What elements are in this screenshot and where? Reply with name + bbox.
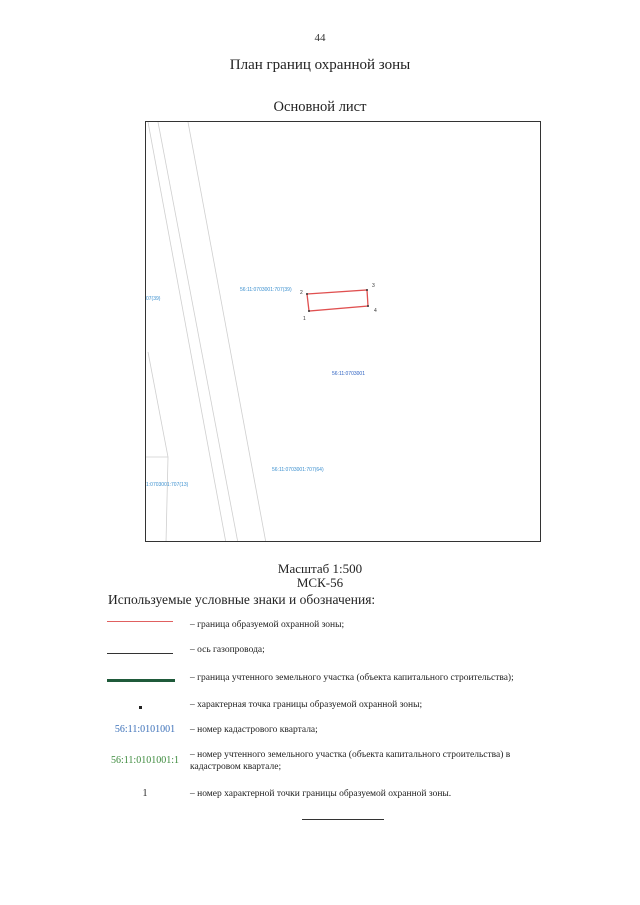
legend-item-text: – граница образуемой охранной зоны; bbox=[190, 620, 345, 630]
legend-item-text: – номер кадастрового квартала; bbox=[190, 725, 318, 735]
document-title: План границ охранной зоны bbox=[229, 57, 411, 73]
closing-rule bbox=[302, 819, 384, 820]
legend-gas-axis-symbol bbox=[107, 653, 173, 654]
guard-zone-boundary bbox=[307, 290, 368, 311]
map-frame bbox=[145, 121, 541, 542]
characteristic-point bbox=[308, 310, 310, 312]
point-number: 3 bbox=[372, 283, 375, 289]
legend-item-text: – характерная точка границы образуемой охранной зоны; bbox=[190, 700, 423, 710]
quarter-label: 56:11:0703001 bbox=[332, 371, 365, 377]
legend-item-text: – номер характерной точки границы образуемой охранной зоны. bbox=[190, 789, 452, 799]
parcel-label: 56:11:0703001:707(64) bbox=[272, 467, 324, 473]
legend-point-number-sample: 1 bbox=[142, 788, 148, 799]
parcel-line bbox=[158, 122, 238, 542]
page-number: 44 bbox=[314, 32, 326, 44]
parcel-line bbox=[148, 352, 168, 542]
point-number: 1 bbox=[303, 316, 306, 322]
map-drawing bbox=[146, 122, 541, 542]
characteristic-point bbox=[367, 305, 369, 307]
legend-parcel-boundary-symbol bbox=[107, 679, 175, 682]
legend-quarter-number-sample: 56:11:0101001 bbox=[114, 724, 176, 735]
characteristic-point bbox=[366, 289, 368, 291]
coordinate-system: МСК-56 bbox=[296, 575, 344, 590]
legend-point-symbol bbox=[139, 706, 142, 709]
point-number: 2 bbox=[300, 290, 303, 296]
parcel-label: 1:0703001:707(13) bbox=[146, 482, 189, 488]
sheet-title: Основной лист bbox=[273, 99, 367, 115]
legend-zone-boundary-symbol bbox=[107, 621, 173, 622]
parcel-line bbox=[188, 122, 266, 542]
legend-item-text: – номер учтенного земельного участка (объекта капитального строительства) в кадастровом квартале; bbox=[190, 750, 511, 772]
point-number: 4 bbox=[374, 308, 377, 314]
map-scale: Масштаб 1:500 bbox=[277, 561, 363, 576]
parcel-label: 56:11:0703001:707(39) bbox=[240, 287, 292, 293]
characteristic-point bbox=[306, 293, 308, 295]
legend-heading: Используемые условные знаки и обозначения: bbox=[108, 592, 376, 607]
legend-parcel-number-sample: 56:11:0101001:1 bbox=[111, 755, 179, 766]
legend-item-text: – граница учтенного земельного участка (объекта капитального строительства); bbox=[190, 673, 514, 683]
parcel-line bbox=[148, 122, 226, 542]
legend-item-text: – ось газопровода; bbox=[190, 645, 265, 655]
parcel-label: 07(39) bbox=[146, 296, 161, 302]
